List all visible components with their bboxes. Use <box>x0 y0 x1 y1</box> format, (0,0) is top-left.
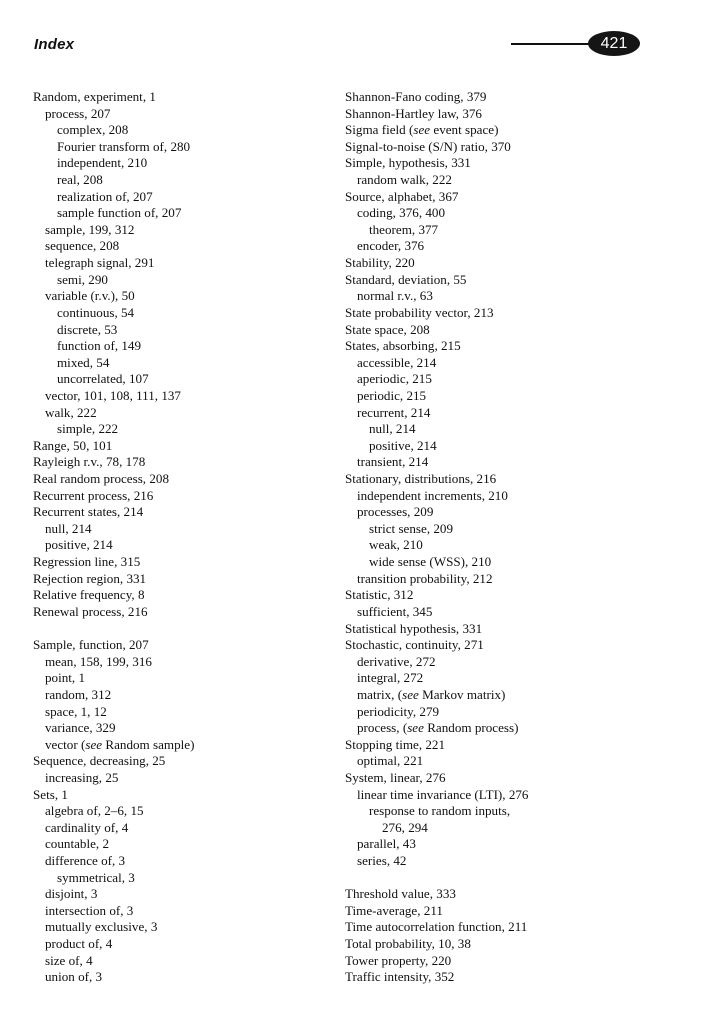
index-subentry: integral, 272 <box>357 670 424 686</box>
index-subentry: matrix, (see Markov matrix) <box>357 686 506 702</box>
index-subentry: coding, 376, 400 <box>357 205 446 221</box>
index-entry: States, absorbing, 215 <box>345 338 461 354</box>
index-entry: Renewal process, 216 <box>33 603 148 619</box>
index-column-right <box>345 89 665 986</box>
index-entry: Threshold value, 333 <box>345 886 456 902</box>
index-subentry: product of, 4 <box>45 936 113 952</box>
index-subentry: null, 214 <box>369 421 416 437</box>
index-subentry: vector, 101, 108, 111, 137 <box>45 387 181 403</box>
index-entry: Traffic intensity, 352 <box>345 969 455 985</box>
index-subentry: sequence, 208 <box>45 238 120 254</box>
index-subentry: variable (r.v.), 50 <box>45 288 135 304</box>
index-entry: Sigma field (see event space) <box>345 122 499 138</box>
index-subentry: sample, 199, 312 <box>45 221 135 237</box>
index-entry: Standard, deviation, 55 <box>345 271 467 287</box>
index-subentry: normal r.v., 63 <box>357 288 433 304</box>
index-entry: Real random process, 208 <box>33 471 169 487</box>
index-subentry: derivative, 272 <box>357 653 436 669</box>
index-subentry: realization of, 207 <box>57 188 153 204</box>
index-entry: Relative frequency, 8 <box>33 587 145 603</box>
index-subentry: Fourier transform of, 280 <box>57 138 191 154</box>
index-subentry: optimal, 221 <box>357 753 424 769</box>
index-subentry: parallel, 43 <box>357 836 416 852</box>
index-entry: Stopping time, 221 <box>345 736 446 752</box>
index-subentry: recurrent, 214 <box>357 404 431 420</box>
index-subentry: periodic, 215 <box>357 387 427 403</box>
index-subentry: discrete, 53 <box>57 321 118 337</box>
index-entry: Rejection region, 331 <box>33 570 147 586</box>
index-entry: Regression line, 315 <box>33 554 141 570</box>
index-subentry: real, 208 <box>57 172 103 188</box>
index-entry: Source, alphabet, 367 <box>345 188 459 204</box>
index-subentry: positive, 214 <box>45 537 113 553</box>
index-entry: Tower property, 220 <box>345 952 452 968</box>
index-subentry: linear time invariance (LTI), 276 <box>357 786 529 802</box>
index-subentry: simple, 222 <box>57 421 119 437</box>
index-subentry: algebra of, 2–6, 15 <box>45 803 144 819</box>
section-gap <box>33 621 353 638</box>
index-subentry: intersection of, 3 <box>45 902 134 918</box>
index-subentry: transition probability, 212 <box>357 570 493 586</box>
index-subentry: continuous, 54 <box>57 304 135 320</box>
index-subentry: size of, 4 <box>45 952 93 968</box>
index-subentry: vector (see Random sample) <box>45 736 195 752</box>
index-subentry: space, 1, 12 <box>45 703 107 719</box>
index-subentry: independent, 210 <box>57 155 148 171</box>
index-subentry: positive, 214 <box>369 437 437 453</box>
index-entry: Range, 50, 101 <box>33 437 113 453</box>
index-entry: Time-average, 211 <box>345 902 443 918</box>
index-entry: Shannon-Fano coding, 379 <box>345 89 487 104</box>
index-entry: Stationary, distributions, 216 <box>345 471 497 487</box>
index-subentry: transient, 214 <box>357 454 429 470</box>
index-subentry: 276, 294 <box>382 819 428 835</box>
index-subentry: difference of, 3 <box>45 853 126 869</box>
index-subentry: telegraph signal, 291 <box>45 255 155 271</box>
index-entry: Sequence, decreasing, 25 <box>33 753 166 769</box>
index-entry: Stability, 220 <box>345 255 415 271</box>
index-subentry: strict sense, 209 <box>369 520 454 536</box>
index-subentry: disjoint, 3 <box>45 886 98 902</box>
index-subentry: point, 1 <box>45 670 86 686</box>
index-subentry: processes, 209 <box>357 504 434 520</box>
index-entry: Signal-to-noise (S/N) ratio, 370 <box>345 138 511 154</box>
index-entry: State probability vector, 213 <box>345 304 494 320</box>
index-subentry: encoder, 376 <box>357 238 425 254</box>
index-entry: Statistic, 312 <box>345 587 414 603</box>
index-entry: State space, 208 <box>345 321 430 337</box>
index-subentry: process, (see Random process) <box>357 720 519 736</box>
index-subentry: semi, 290 <box>57 271 108 287</box>
index-entry: Stochastic, continuity, 271 <box>345 637 484 653</box>
index-subentry: theorem, 377 <box>369 221 439 237</box>
index-entry: Sample, function, 207 <box>33 637 149 653</box>
index-subentry: complex, 208 <box>57 122 129 138</box>
index-column-left <box>33 89 353 986</box>
index-subentry: random, 312 <box>45 686 112 702</box>
index-entry: Shannon-Hartley law, 376 <box>345 105 482 121</box>
index-subentry: wide sense (WSS), 210 <box>369 554 492 570</box>
index-subentry: uncorrelated, 107 <box>57 371 149 387</box>
index-subentry: walk, 222 <box>45 404 97 420</box>
index-subentry: symmetrical, 3 <box>57 869 135 885</box>
index-subentry: response to random inputs, <box>369 803 511 819</box>
index-subentry: union of, 3 <box>45 969 103 985</box>
section-gap <box>345 870 665 887</box>
index-subentry: accessible, 214 <box>357 354 437 370</box>
index-entry: Statistical hypothesis, 331 <box>345 620 483 636</box>
index-entry: System, linear, 276 <box>345 769 446 785</box>
index-subentry: sufficient, 345 <box>357 603 433 619</box>
index-subentry: weak, 210 <box>369 537 423 553</box>
index-entry: Time autocorrelation function, 211 <box>345 919 528 935</box>
index-subentry: variance, 329 <box>45 720 116 736</box>
index-subentry: independent increments, 210 <box>357 487 508 503</box>
index-entry: Rayleigh r.v., 78, 178 <box>33 454 146 470</box>
index-subentry: mutually exclusive, 3 <box>45 919 158 935</box>
index-subentry: mixed, 54 <box>57 354 110 370</box>
index-entry: Recurrent states, 214 <box>33 504 144 520</box>
page-header-title: Index <box>34 36 75 53</box>
index-subentry: null, 214 <box>45 520 92 536</box>
index-subentry: random walk, 222 <box>357 172 452 188</box>
index-subentry: periodicity, 279 <box>357 703 440 719</box>
index-entry: Random, experiment, 1 <box>33 89 156 104</box>
index-subentry: countable, 2 <box>45 836 109 852</box>
index-entry: Total probability, 10, 38 <box>345 936 471 952</box>
index-subentry: function of, 149 <box>57 338 142 354</box>
index-subentry: increasing, 25 <box>45 769 119 785</box>
index-subentry: process, 207 <box>45 105 111 121</box>
index-subentry: series, 42 <box>357 853 407 869</box>
index-subentry: cardinality of, 4 <box>45 819 129 835</box>
index-entry: Sets, 1 <box>33 786 68 802</box>
index-subentry: aperiodic, 215 <box>357 371 432 387</box>
index-entry: Simple, hypothesis, 331 <box>345 155 471 171</box>
index-entry: Recurrent process, 216 <box>33 487 154 503</box>
index-subentry: sample function of, 207 <box>57 205 182 221</box>
page-number-badge: 421 <box>588 31 640 56</box>
index-subentry: mean, 158, 199, 316 <box>45 653 152 669</box>
